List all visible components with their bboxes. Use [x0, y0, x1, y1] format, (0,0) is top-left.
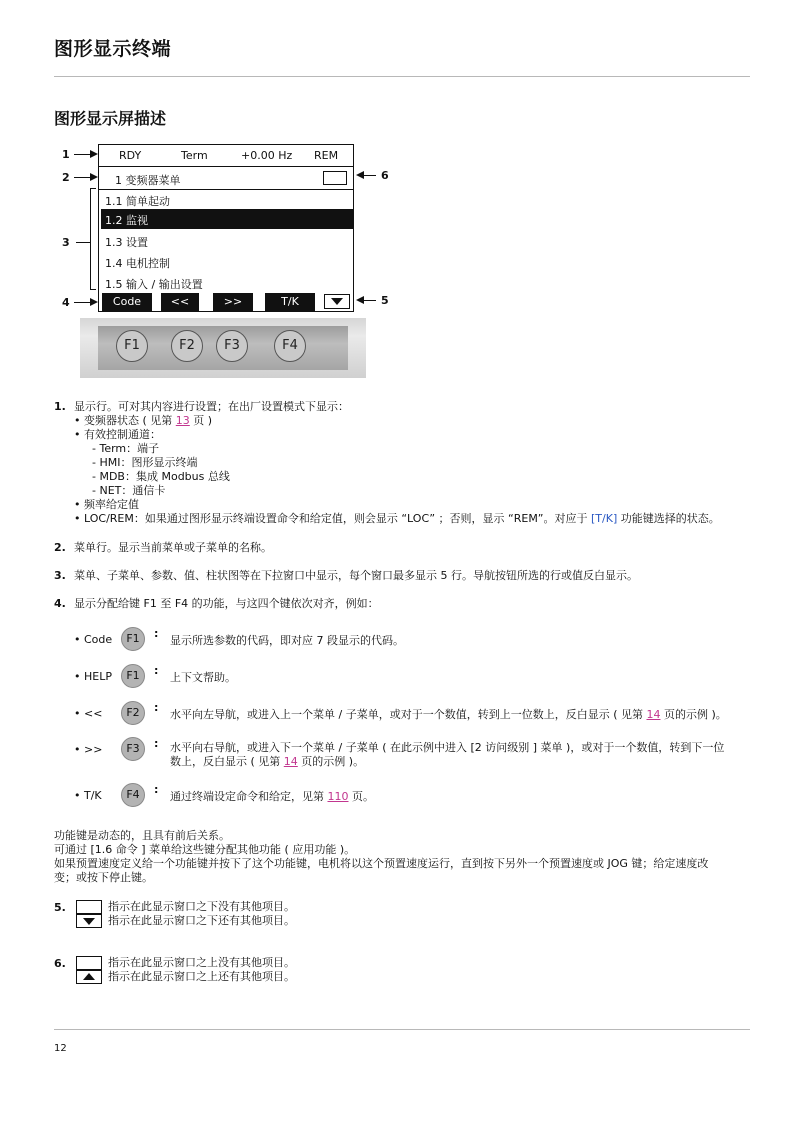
f4-key-icon: F4: [121, 783, 145, 807]
f1-button[interactable]: F1: [116, 330, 148, 362]
divider: [54, 76, 750, 77]
key-desc-text: 页。: [348, 790, 374, 803]
bracket: [90, 188, 96, 290]
key-label: • Code: [74, 633, 113, 646]
section-title: 图形显示屏描述: [54, 109, 167, 128]
list-number: 6.: [54, 957, 66, 970]
list-number: 3.: [54, 569, 66, 582]
status-locrem: REM: [314, 149, 339, 162]
callout-4: 4: [62, 296, 70, 309]
f1-key-icon: F1: [121, 664, 145, 688]
menu-item-selected[interactable]: [101, 209, 353, 229]
callout-3: 3: [62, 236, 70, 249]
indicator-desc: 指示在此显示窗口之上还有其他项目。: [108, 970, 295, 983]
callout-5: 5: [381, 294, 389, 307]
key-name: <<: [84, 707, 103, 720]
status-row: [99, 147, 353, 165]
key-desc-text: 数上，反白显示 ( 见第: [170, 755, 284, 768]
keypad-inner: [98, 326, 348, 370]
colon: :: [154, 737, 159, 750]
key-desc-text: 页的示例 )。: [297, 755, 365, 768]
list-text: 显示分配给键 F1 至 F4 的功能，与这四个键依次对齐，例如：: [74, 597, 379, 610]
page-link[interactable]: 110: [327, 790, 349, 803]
f1-key-icon: F1: [121, 627, 145, 651]
key-name: HELP: [84, 670, 112, 683]
key-name: >>: [84, 743, 103, 756]
menu-item[interactable]: 1.5 输入 / 输出设置: [105, 278, 203, 291]
key-desc-text: 页的示例 )。: [660, 708, 727, 721]
list-number: 5.: [54, 901, 66, 914]
key-desc: [170, 755, 364, 769]
key-name: T/K: [84, 789, 102, 802]
arrow-right-icon: [90, 298, 98, 306]
keypad-panel: [80, 318, 366, 378]
menu-item[interactable]: 1.1 简单起动: [105, 195, 170, 208]
f4-button[interactable]: F4: [274, 330, 306, 362]
terminal-display: [98, 144, 354, 312]
key-label: • T/K: [74, 789, 102, 802]
callout-line: [76, 242, 90, 243]
callout-2: 2: [62, 171, 70, 184]
bullet-text: 页 ): [189, 414, 213, 427]
arrow-left-icon: [356, 171, 364, 179]
callout-6: 6: [381, 169, 389, 182]
page-title: 图形显示终端: [54, 38, 172, 60]
sub-item: - MDB：集成 Modbus 总线: [92, 470, 230, 483]
callout-line: [364, 175, 376, 176]
scroll-down-indicator: [324, 294, 350, 309]
fkey-label-code: Code: [102, 293, 152, 311]
key-desc: [170, 790, 374, 804]
indicator-desc: 指示在此显示窗口之下还有其他项目。: [108, 914, 295, 927]
bullet-text: LOC/REM：如果通过图形显示终端设置命令和给定值，则会显示 “LOC” ；否则，显示 “REM”。对应于: [84, 512, 592, 525]
key-desc: 显示所选参数的代码，即对应 7 段显示的代码。: [170, 634, 404, 647]
menu-row: [99, 169, 353, 189]
indicator-desc: 指示在此显示窗口之上没有其他项目。: [108, 956, 295, 969]
status-rdy: RDY: [119, 149, 142, 162]
note-line: 如果预置速度定义给一个功能键并按下了这个功能键，电机将以这个预置速度运行，直到按下另外一个预置速度或 JOG 键；给定速度改: [54, 857, 709, 870]
key-desc-text: 通过终端设定命令和给定，见第: [170, 790, 328, 803]
key-label: • >>: [74, 743, 103, 756]
key-desc-text: 水平向左导航，或进入上一个菜单 / 子菜单，或对于一个数值，转到上一位数上，反白显示 ( 见第: [170, 708, 647, 721]
key-name: Code: [84, 633, 113, 646]
key-desc: 上下文帮助。: [170, 671, 236, 684]
bullet-text: 功能键选择的状态。: [617, 512, 720, 525]
list-number: 4.: [54, 597, 66, 610]
sub-item: - Term：端子: [92, 442, 160, 455]
list-text: 菜单行。显示当前菜单或子菜单的名称。: [74, 541, 272, 554]
callout-line: [364, 300, 376, 301]
fkey-label-tk: T/K: [265, 293, 315, 311]
menu-item-label: 1.2 监视: [105, 214, 148, 227]
bullet-item: • 变频器状态 ( 见第 13 页 ): [74, 414, 213, 427]
empty-box-icon: [76, 900, 102, 914]
status-frequency: +0.00 Hz: [241, 149, 293, 162]
key-label: • <<: [74, 707, 103, 720]
f3-button[interactable]: F3: [216, 330, 248, 362]
list-number: 2.: [54, 541, 66, 554]
page-link[interactable]: 14: [283, 755, 298, 768]
menu-item[interactable]: 1.3 设置: [105, 236, 148, 249]
empty-box-icon: [76, 956, 102, 970]
separator: [99, 189, 353, 190]
key-label: • HELP: [74, 670, 112, 683]
list-number: 1.: [54, 400, 66, 413]
bullet-item: • 频率给定值: [74, 498, 139, 511]
callout-line: [74, 302, 90, 303]
page-link[interactable]: 13: [175, 414, 190, 427]
scroll-down-icon: [76, 914, 102, 928]
list-text: 菜单、子菜单、参数、值、柱状图等在下拉窗口中显示，每个窗口最多显示 5 行。导航按钮所选的行或值反白显示。: [74, 569, 638, 582]
colon: :: [154, 783, 159, 796]
f3-key-icon: F3: [121, 737, 145, 761]
bullet-text: 频率给定值: [84, 498, 139, 511]
key-desc: 水平向右导航，或进入下一个菜单 / 子菜单 ( 在此示例中进入 [2 访问级别 ] 菜单 )，或对于一个数值，转到下一位: [170, 741, 725, 754]
sub-item: - HMI：图形显示终端: [92, 456, 198, 469]
arrow-right-icon: [90, 173, 98, 181]
status-channel: Term: [181, 149, 208, 162]
tk-reference: [T/K]: [591, 512, 618, 525]
colon: :: [154, 664, 159, 677]
note-line: 变；或按下停止键。: [54, 871, 153, 884]
note-line: 功能键是动态的，且具有前后关系。: [54, 829, 230, 842]
bullet-text: 变频器状态 ( 见第: [84, 414, 176, 427]
callout-line: [74, 154, 90, 155]
menu-title: 1 变频器菜单: [115, 174, 181, 187]
bullet-text: 有效控制通道：: [84, 428, 161, 441]
scroll-up-indicator: [323, 171, 347, 185]
list-text: 显示行。可对其内容进行设置；在出厂设置模式下显示：: [74, 400, 349, 413]
colon: :: [154, 701, 159, 714]
bullet-item: • LOC/REM：如果通过图形显示终端设置命令和给定值，则会显示 “LOC” ；否则，显示 “REM”。对应于 [T/K] 功能键选择的状态。: [74, 512, 720, 525]
fkey-label-right: >>: [213, 293, 253, 311]
key-desc: [170, 708, 727, 722]
f2-key-icon: F2: [121, 701, 145, 725]
separator: [99, 166, 353, 167]
page-number: 12: [54, 1043, 67, 1054]
sub-item: - NET：通信卡: [92, 484, 166, 497]
bullet-item: • 有效控制通道：: [74, 428, 161, 441]
arrow-left-icon: [356, 296, 364, 304]
indicator-desc: 指示在此显示窗口之下没有其他项目。: [108, 900, 295, 913]
fkey-label-left: <<: [161, 293, 199, 311]
callout-line: [74, 177, 90, 178]
callout-1: 1: [62, 148, 70, 161]
page-link[interactable]: 14: [646, 708, 661, 721]
arrow-right-icon: [90, 150, 98, 158]
menu-item[interactable]: 1.4 电机控制: [105, 257, 170, 270]
f2-button[interactable]: F2: [171, 330, 203, 362]
scroll-up-icon: [76, 970, 102, 984]
note-line: 可通过 [1.6 命令 ] 菜单给这些键分配其他功能 ( 应用功能 )。: [54, 843, 356, 856]
divider: [54, 1029, 750, 1030]
colon: :: [154, 627, 159, 640]
